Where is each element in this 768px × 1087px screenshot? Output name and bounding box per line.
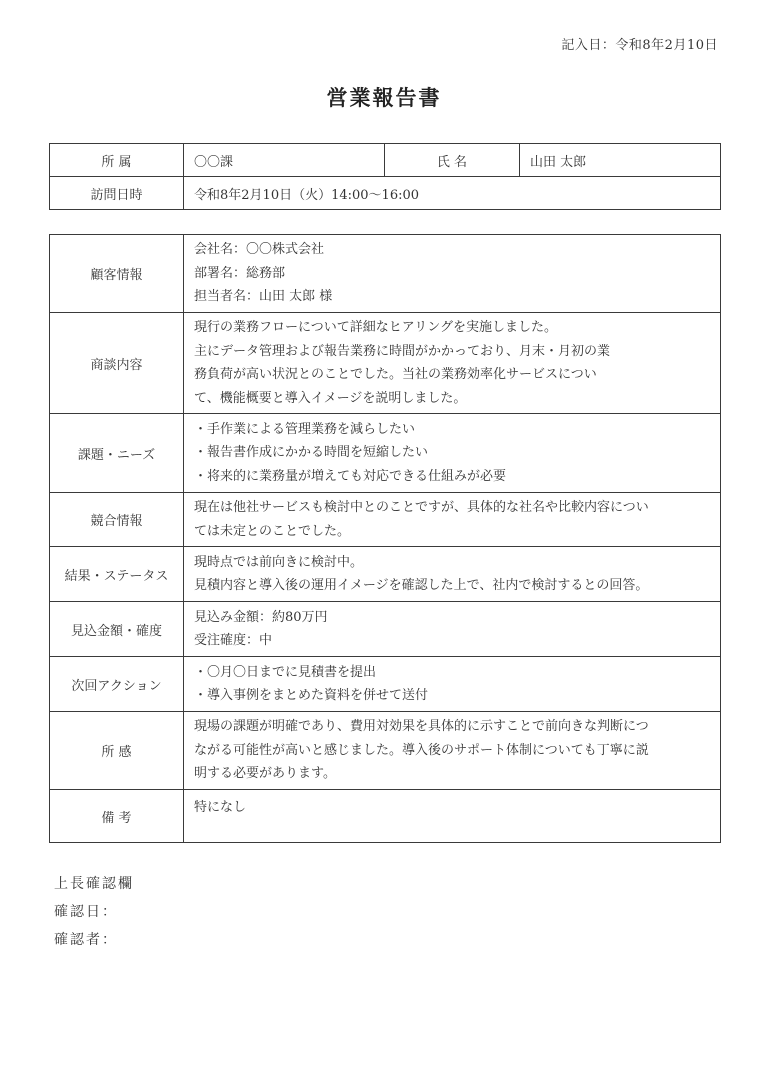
competitor-value	[184, 493, 721, 547]
detail-row-status	[50, 547, 721, 602]
text-line: 現在は他社サービスも検討中とのことですが、具体的な社名や比較内容につい	[194, 500, 649, 515]
approval-section	[54, 870, 134, 954]
forecast-value	[184, 602, 721, 657]
name-label: 氏 名	[385, 144, 520, 177]
impression-value	[184, 712, 721, 790]
text-line: 現場の課題が明確であり、費用対効果を具体的に示すことで前向きな判断につ	[194, 719, 649, 735]
visit-value: 令和8年2月10日（火）14:00〜16:00	[184, 177, 721, 210]
detail-row-impression	[50, 712, 721, 790]
next-action-label: 次回アクション	[50, 657, 184, 712]
text-line: 務負荷が高い状況とのことでした。当社の業務効率化サービスについ	[194, 367, 597, 382]
entry-date: 記入日：令和8年2月10日	[561, 38, 718, 53]
text-line: ・導入事例をまとめた資料を併せて送付	[194, 688, 429, 703]
detail-row-customer	[50, 235, 721, 313]
detail-row-negotiation	[50, 313, 721, 414]
remarks-label: 備 考	[50, 790, 184, 843]
detail-table	[49, 234, 721, 843]
page-title: 営業報告書	[326, 85, 442, 110]
text-line: 部署名：総務部	[194, 265, 286, 281]
visit-row	[50, 177, 721, 210]
detail-row-issues	[50, 414, 721, 493]
department-label: 所 属	[50, 144, 184, 177]
text-line: 主にデータ管理および報告業務に時間がかかっており、月末・月初の業	[194, 343, 611, 359]
text-line: 会社名：〇〇株式会社	[194, 242, 325, 258]
customer-info-value	[184, 235, 721, 313]
competitor-label: 競合情報	[50, 493, 184, 547]
department-value: 〇〇課	[184, 144, 385, 177]
customer-info-label: 顧客情報	[50, 235, 184, 313]
text-line: て、機能概要と導入イメージを説明しました。	[194, 390, 467, 406]
text-line: 明する必要があります。	[194, 766, 336, 782]
status-value	[184, 547, 721, 602]
forecast-label: 見込金額・確度	[50, 602, 184, 657]
text-line: 現時点では前向きに検討中。	[194, 554, 364, 570]
text-line: ・将来的に業務量が増えても対応できる仕組みが必要	[194, 468, 507, 484]
text-line: 受注確度：中	[194, 633, 273, 648]
detail-row-remarks	[50, 790, 721, 843]
next-action-value	[184, 657, 721, 712]
name-value: 山田 太郎	[520, 144, 721, 177]
text-line: ながる可能性が高いと感じました。導入後のサポート体制についても丁寧に説	[194, 742, 649, 758]
detail-row-forecast	[50, 602, 721, 657]
status-label: 結果・ステータス	[50, 547, 184, 602]
remarks-value	[184, 790, 721, 843]
text-line: 特になし	[194, 800, 247, 815]
department-row	[50, 144, 721, 177]
issues-label: 課題・ニーズ	[50, 414, 184, 493]
text-line: 見込み金額：約80万円	[194, 609, 328, 625]
negotiation-label: 商談内容	[50, 313, 184, 414]
impression-label: 所 感	[50, 712, 184, 790]
text-line: ・報告書作成にかかる時間を短縮したい	[194, 445, 429, 461]
text-line: 担当者名：山田 太郎 様	[194, 289, 333, 305]
header-table	[49, 143, 721, 210]
detail-row-competitor	[50, 493, 721, 547]
text-line: 現行の業務フローについて詳細なヒアリングを実施しました。	[194, 320, 557, 335]
text-line: 見積内容と導入後の運用イメージを確認した上で、社内で検討するとの回答。	[194, 578, 649, 593]
text-line: ・手作業による管理業務を減らしたい	[194, 421, 416, 437]
approval-date-label: 確認日：	[54, 904, 118, 920]
detail-row-next-action	[50, 657, 721, 712]
approval-heading: 上長確認欄	[54, 876, 134, 892]
visit-label: 訪問日時	[50, 177, 184, 210]
text-line: ては未定とのことでした。	[194, 523, 351, 539]
negotiation-value	[184, 313, 721, 414]
text-line: ・〇月〇日までに見積書を提出	[194, 664, 377, 680]
approver-label: 確認者：	[54, 932, 118, 948]
issues-value	[184, 414, 721, 493]
